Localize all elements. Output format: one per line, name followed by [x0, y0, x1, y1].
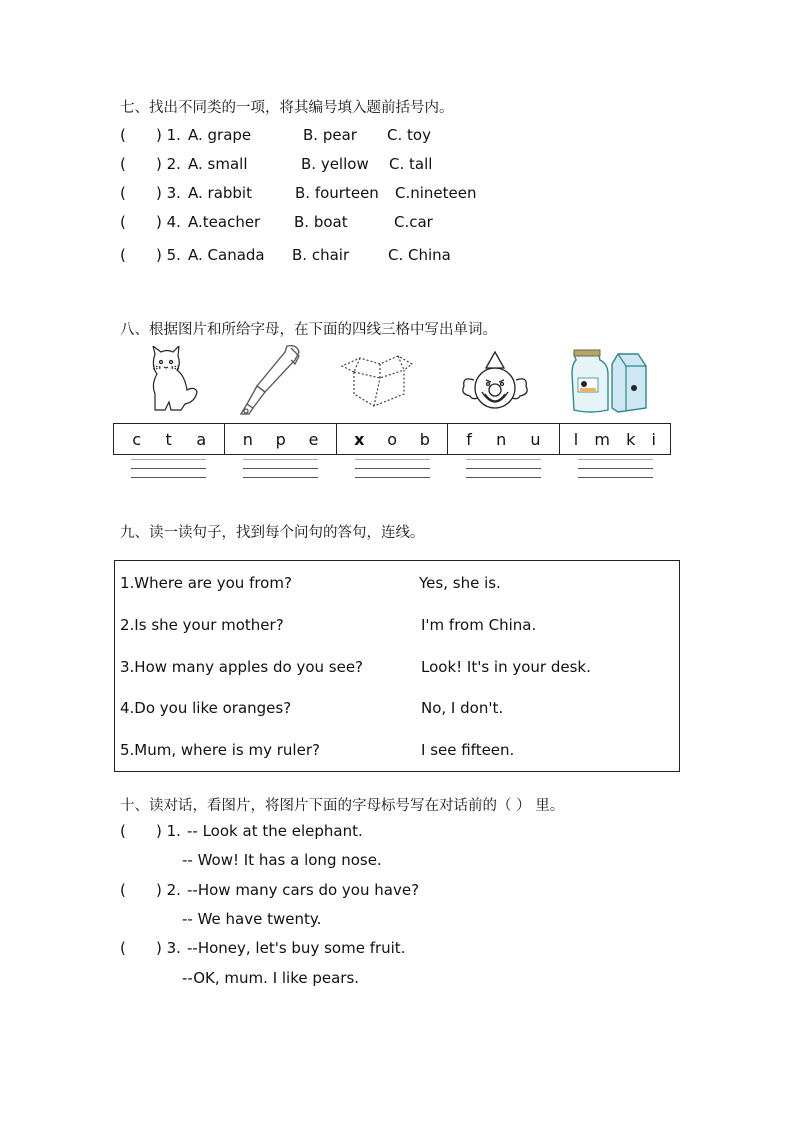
letter: f	[466, 429, 472, 449]
writing-lines[interactable]	[131, 459, 206, 485]
answer-paren[interactable]: (	[120, 246, 126, 264]
letter-hints-table	[113, 423, 671, 455]
item-number: ) 3.	[156, 184, 181, 202]
milk-icon	[568, 348, 648, 416]
option-b: B. pear	[303, 126, 357, 144]
letter: p	[275, 429, 286, 449]
answer[interactable]: Yes, she is.	[419, 574, 501, 592]
option-a: A. Canada	[188, 246, 265, 264]
option-b: B. boat	[294, 213, 348, 231]
letter: c	[132, 429, 142, 449]
letter: u	[530, 429, 541, 449]
question[interactable]: 4.Do you like oranges?	[120, 699, 292, 717]
letter: m	[594, 429, 610, 449]
answer-paren[interactable]: (	[120, 126, 126, 144]
letter-group-pen	[225, 424, 336, 454]
item-number: ) 3.	[156, 939, 181, 957]
letter: o	[387, 429, 397, 449]
answer-paren[interactable]: (	[120, 213, 126, 231]
answer[interactable]: I'm from China.	[421, 616, 537, 634]
letter: x	[354, 429, 365, 449]
clown-icon	[460, 350, 530, 416]
question[interactable]: 3.How many apples do you see?	[120, 658, 364, 676]
answer[interactable]: No, I don't.	[421, 699, 504, 717]
section-7-title: 七、找出不同类的一项，将其编号填入题前括号内。	[120, 100, 454, 116]
dialog-line: -- Wow! It has a long nose.	[182, 851, 382, 869]
item-number: ) 1.	[156, 126, 181, 144]
writing-lines[interactable]	[466, 459, 541, 485]
dialog-line: --OK, mum. I like pears.	[182, 969, 360, 987]
item-number: ) 5.	[156, 246, 181, 264]
option-a: A.teacher	[188, 213, 261, 231]
dialog-line: -- We have twenty.	[182, 910, 322, 928]
option-c: C. China	[388, 246, 451, 264]
option-b: B. chair	[292, 246, 350, 264]
answer[interactable]: Look! It's in your desk.	[421, 658, 591, 676]
section-10-title: 十、读对话，看图片，将图片下面的字母标号写在对话前的（ ） 里。	[120, 798, 565, 814]
letter-group-milk	[560, 424, 670, 454]
answer-paren[interactable]: (	[120, 184, 126, 202]
option-a: A. small	[188, 155, 248, 173]
question[interactable]: 5.Mum, where is my ruler?	[120, 741, 320, 759]
dialog-line: --How many cars do you have?	[187, 881, 420, 899]
section-8-title: 八、根据图片和所给字母，在下面的四线三格中写出单词。	[120, 322, 497, 338]
section-9-title: 九、读一读句子，找到每个问句的答句，连线。	[120, 525, 425, 541]
letter: n	[242, 429, 253, 449]
answer-paren[interactable]: (	[120, 155, 126, 173]
dialog-line: --Honey, let's buy some fruit.	[187, 939, 406, 957]
letter-group-cat	[114, 424, 225, 454]
letter: a	[196, 429, 207, 449]
option-c: C. tall	[389, 155, 433, 173]
letter-group-box	[337, 424, 448, 454]
writing-lines[interactable]	[355, 459, 430, 485]
dialog-line: -- Look at the elephant.	[187, 822, 363, 840]
letter: t	[165, 429, 172, 449]
cat-icon	[145, 346, 201, 414]
answer-paren[interactable]: (	[120, 822, 126, 840]
box-icon	[340, 352, 416, 412]
option-c: C. toy	[387, 126, 431, 144]
letter: b	[419, 429, 430, 449]
option-a: A. rabbit	[188, 184, 252, 202]
option-a: A. grape	[188, 126, 252, 144]
answer[interactable]: I see fifteen.	[421, 741, 515, 759]
answer-paren[interactable]: (	[120, 939, 126, 957]
item-number: ) 2.	[156, 155, 181, 173]
writing-lines[interactable]	[243, 459, 318, 485]
letter: n	[496, 429, 507, 449]
item-number: ) 4.	[156, 213, 181, 231]
question[interactable]: 2.Is she your mother?	[120, 616, 284, 634]
writing-lines[interactable]	[578, 459, 653, 485]
question[interactable]: 1.Where are you from?	[120, 574, 292, 592]
letter: i	[651, 429, 656, 449]
option-c: C.car	[394, 213, 433, 231]
letter: e	[308, 429, 319, 449]
letter-group-fun	[448, 424, 559, 454]
option-b: B. fourteen	[295, 184, 379, 202]
pen-icon	[235, 342, 305, 418]
item-number: ) 1.	[156, 822, 181, 840]
letter: l	[573, 429, 579, 449]
option-c: C.nineteen	[395, 184, 477, 202]
option-b: B. yellow	[301, 155, 369, 173]
letter: k	[626, 429, 636, 449]
item-number: ) 2.	[156, 881, 181, 899]
answer-paren[interactable]: (	[120, 881, 126, 899]
